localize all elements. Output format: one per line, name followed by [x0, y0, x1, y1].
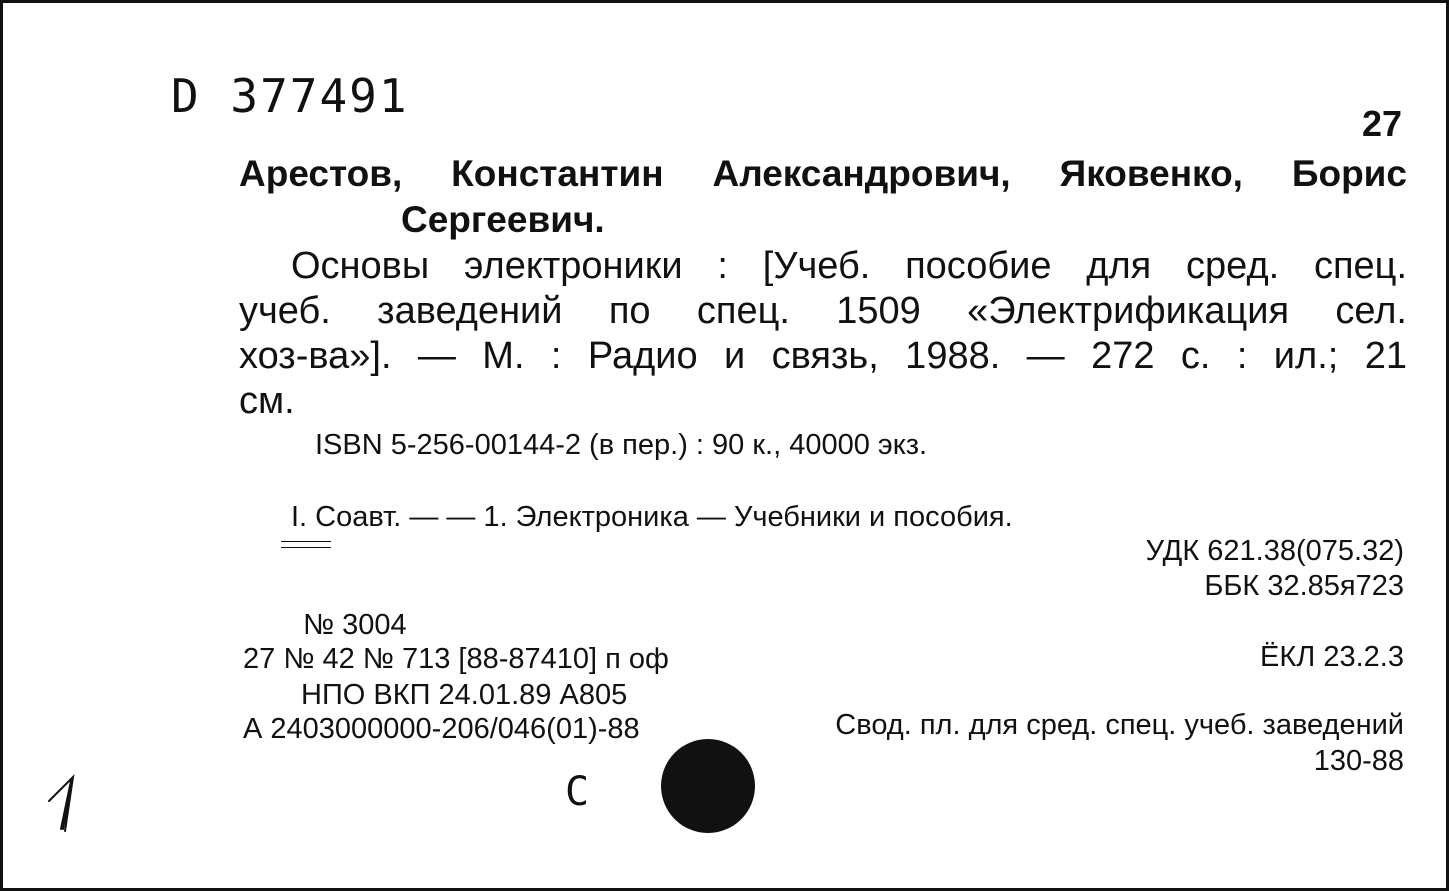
handwritten-mark-icon — [43, 755, 103, 835]
bbk-code: ББК 32.85я723 — [1204, 570, 1404, 602]
order-line: 27 № 42 № 713 [88-87410] п оф — [243, 643, 669, 675]
corner-number: 27 — [1361, 103, 1402, 144]
title-line-2: учеб. заведений по спец. 1509 «Электрификация сел. — [239, 290, 1407, 332]
a-code-line: А 2403000000-206/046(01)-88 — [243, 713, 640, 745]
udk-code: УДК 621.38(075.32) — [1145, 535, 1404, 567]
author-line-1: Арестов, Константин Александрович, Яковенко, Борис — [239, 153, 1407, 194]
underline-mark — [281, 541, 331, 548]
card-number-line: № 3004 — [303, 609, 407, 641]
isbn-line: ISBN 5-256-00144-2 (в пер.) : 90 к., 40000 экз. — [315, 429, 928, 461]
ekl-code: ЁКЛ 23.2.3 — [1260, 641, 1404, 673]
card-id: D 377491 — [171, 69, 409, 123]
svod-number: 130-88 — [1313, 745, 1404, 777]
title-line-1: Основы электроники : [Учеб. пособие для сред. спец. — [291, 245, 1407, 287]
punched-hole — [661, 739, 755, 833]
title-line-4: см. — [239, 380, 295, 422]
svod-line: Свод. пл. для сред. спец. учеб. заведений — [835, 709, 1404, 741]
title-line-3: хоз-ва»]. — М. : Радио и связь, 1988. — 272 с. : ил.; 21 — [239, 335, 1407, 377]
tracings-line: I. Соавт. — — 1. Электроника — Учебники и пособия. — [291, 501, 1013, 533]
letter-c: С — [565, 769, 590, 815]
author-line-2: Сергеевич. — [401, 199, 605, 240]
npo-line: НПО ВКП 24.01.89 А805 — [301, 679, 628, 711]
